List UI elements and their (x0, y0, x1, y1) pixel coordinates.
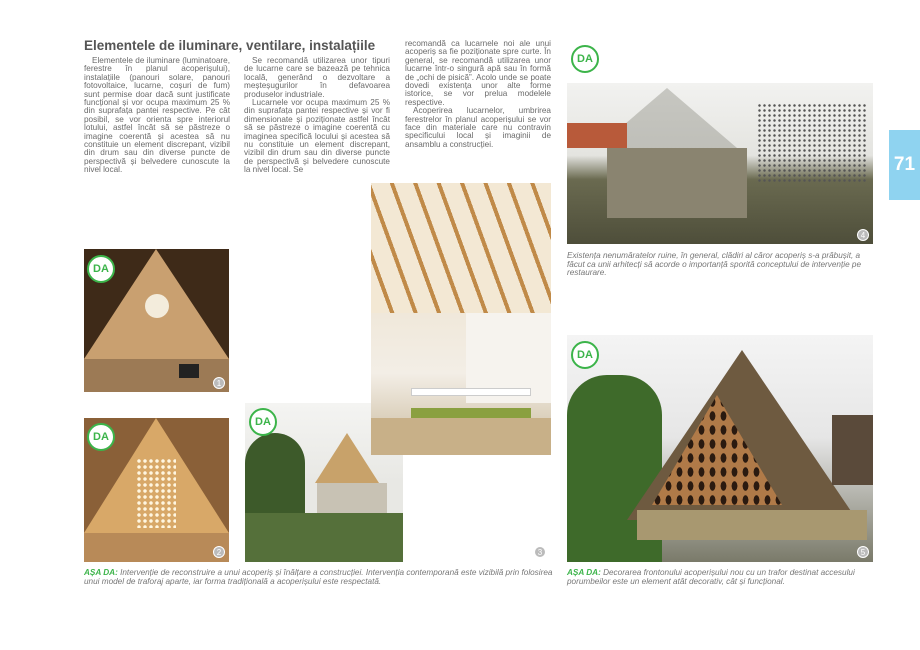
da-badge: DA (87, 255, 115, 283)
caption-text: Intervenție de reconstruire a unui acoperiș și înălțare a construcției. Intervenția contemporană este vizibilă prin folosirea unui model de traforaj aparte, iar forma tradițională a acoperișului este respectată. (84, 568, 553, 586)
photo-number: 3 (534, 546, 546, 558)
photo-number: 5 (857, 546, 869, 558)
paragraph: Se recomandă utilizarea unor tipuri de lucarne care se bazează pe tehnica locală, generând o dezvoltare a meșteșugurilor în defavoarea produselor industriale. (244, 56, 390, 99)
paragraph: Elementele de iluminare (luminatoare, ferestre în planul acoperișului), instalațiile (panouri solare, panouri fotovoltaice, lucarne, coșuri de fum) sunt permise doar dacă sunt justificate funcțional și vor ocupa maximum 25 % din suprafața pantei respective. Pe cât posibil, se vor orienta spre interiorul lotului, astfel încât să se păstreze o imagine coerentă și acestea să nu constituie un element discrepant, vizibil din drum sau din diverse puncte de perspectivă și belvedere cunoscute la nivel local. (84, 56, 230, 175)
paragraph: Lucarnele vor ocupa maximum 25 % din suprafața pantei respective și vor fi dimensionate și poziționate astfel încât să se păstreze o imagine coerentă cu imaginea specifică locului și acestea să nu constituie un element discrepant, vizibil din drum sau din diverse puncte de perspectivă și belvedere cunoscute la nivel local. Se (244, 98, 390, 175)
text-column-3 (405, 40, 551, 149)
text-column-1 (84, 57, 230, 175)
page-number-tab: 71 (889, 130, 920, 200)
caption-left (84, 569, 554, 586)
paragraph: Acoperirea lucarnelor, umbrirea ferestrelor în planul acoperișului se vor face din materiale care nu contravin specificului local și imaginii de ansamblu a construcției. (405, 106, 551, 149)
text-column-2 (244, 57, 390, 175)
caption-label: AȘA DA: (567, 568, 601, 577)
caption-photo-4: Existența nenumăratelor ruine, în general, clădiri al căror acoperiș s-a prăbușit, a făcut ca unii arhitecți să acorde o importanță sporită conceptului de intervenție pe restaurare. (567, 251, 862, 278)
photo-interior-attic (371, 183, 551, 455)
paragraph: recomandă ca lucarnele noi ale unui acoperiș sa fie poziționate spre curte. În general, se recomandă utilizarea unor lucarne într-o singură apă sau în formă de „ochi de pisică”. Acolo unde se poate dovedi existența unor alte forme istorice, se vor prelua modelele respective. (405, 39, 551, 107)
photo-ruin-sketch (567, 83, 873, 244)
photo-number: 1 (213, 377, 225, 389)
da-badge: DA (571, 341, 599, 369)
photo-number: 4 (857, 229, 869, 241)
caption-right (567, 569, 879, 586)
caption-text: Decorarea frontonului acoperișului nou cu un trafor destinat accesului porumbeilor este un element atât decorativ, cât și funcțional. (567, 568, 855, 586)
page-title: Elementele de iluminare, ventilare, instalațiile (84, 38, 376, 53)
photo-number: 2 (213, 546, 225, 558)
caption-label: AȘA DA: (84, 568, 118, 577)
photo-dovecote-gable (567, 335, 873, 562)
da-badge: DA (571, 45, 599, 73)
da-badge: DA (249, 408, 277, 436)
da-badge: DA (87, 423, 115, 451)
